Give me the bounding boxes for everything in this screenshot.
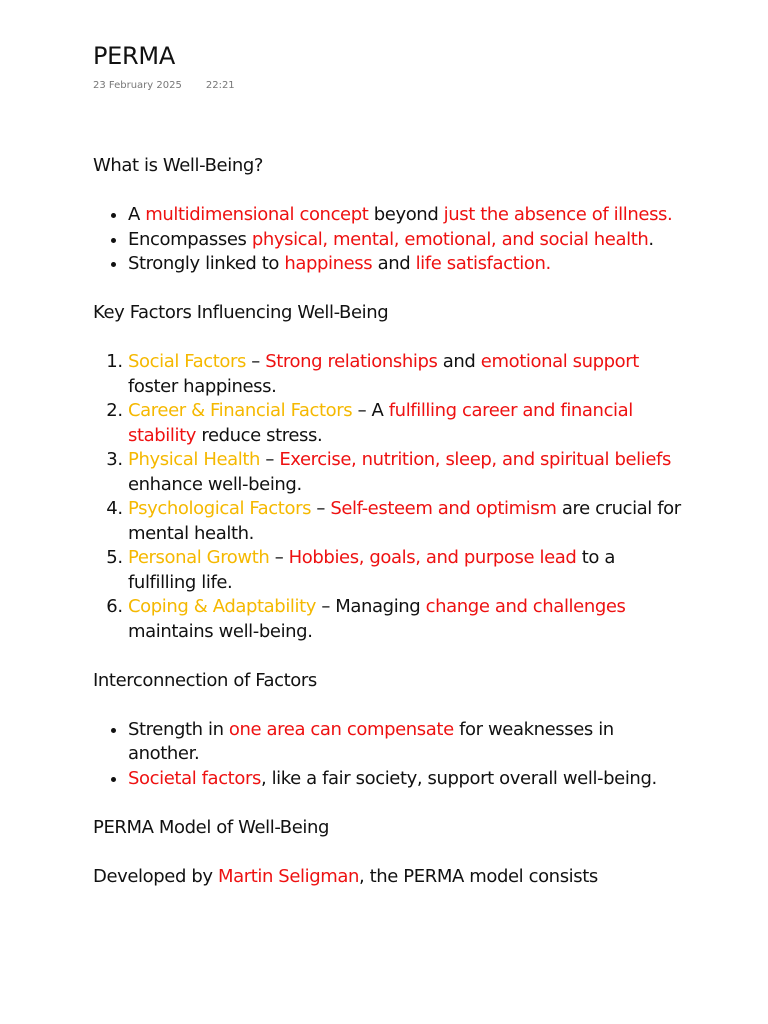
highlight-red: emotional support <box>480 351 639 372</box>
list-item <box>128 228 683 253</box>
note-date: 23 February 2025 <box>93 80 182 91</box>
highlight-red: life satisfaction. <box>415 253 551 274</box>
highlight-yellow: Physical Health <box>128 449 261 470</box>
text: – Managing <box>316 596 426 617</box>
list-item <box>128 546 683 595</box>
highlight-red: happiness <box>284 253 373 274</box>
text: – A <box>352 400 389 421</box>
highlight-red: Strong relationships <box>265 351 438 372</box>
highlight-red: physical, mental, emotional, and social health <box>251 228 649 250</box>
text: and <box>437 351 481 372</box>
highlight-red: change and challenges <box>425 596 626 617</box>
text: A <box>128 204 146 225</box>
section-heading-interconnection: Interconnection of Factors <box>93 669 317 691</box>
text: – <box>311 498 331 519</box>
text: , the PERMA model consists <box>359 865 598 887</box>
text: reduce stress. <box>196 424 323 446</box>
text: , like a fair society, support overall well-being. <box>260 767 657 789</box>
text: and <box>372 253 416 274</box>
list-item <box>128 350 683 399</box>
interconnection-list <box>93 718 683 792</box>
perma-intro <box>93 865 683 890</box>
section-heading-wellbeing: What is Well-Being? <box>93 155 264 176</box>
text: are crucial for mental health. <box>128 498 681 544</box>
text: Encompasses <box>128 228 252 250</box>
text: enhance well-being. <box>128 473 302 495</box>
highlight-yellow: Personal Growth <box>128 547 270 568</box>
note-time: 22:21 <box>205 80 235 91</box>
list-item <box>128 767 683 792</box>
highlight-red: Martin Seligman <box>217 865 359 887</box>
text: . <box>648 228 654 250</box>
highlight-red: Hobbies, goals, and purpose lead <box>288 547 577 568</box>
wellbeing-list <box>93 203 683 277</box>
text: foster happiness. <box>128 375 277 397</box>
text: – <box>269 547 289 568</box>
text: beyond <box>368 204 444 225</box>
highlight-red: just the absence of illness. <box>443 204 673 225</box>
list-item <box>128 595 683 644</box>
text: maintains well-being. <box>128 620 313 642</box>
list-item <box>128 718 683 767</box>
note-body <box>93 154 683 914</box>
text: Strength in <box>128 718 229 740</box>
note-title: PERMA <box>93 42 175 70</box>
list-item <box>128 448 683 497</box>
list-item <box>128 203 683 228</box>
highlight-red: Self-esteem and optimism <box>330 498 557 519</box>
highlight-yellow: Career & Financial Factors <box>128 400 353 421</box>
text: – <box>260 449 280 470</box>
highlight-red: Exercise, nutrition, sleep, and spiritual beliefs <box>279 449 671 470</box>
list-item <box>128 497 683 546</box>
note-meta <box>93 80 235 91</box>
highlight-red: multidimensional concept <box>145 204 369 225</box>
list-item <box>128 399 683 448</box>
text: – <box>245 351 266 372</box>
highlight-red: one area can compensate <box>228 718 454 740</box>
text: Developed by <box>93 865 218 887</box>
text: for weaknesses in another. <box>128 718 614 764</box>
highlight-yellow: Social Factors <box>128 351 246 372</box>
factors-list <box>93 350 683 644</box>
highlight-red: Societal factors <box>128 767 261 789</box>
text: to a fulfilling life. <box>128 547 615 593</box>
highlight-red: fulfilling career and financial stability <box>128 400 633 446</box>
highlight-yellow: Psychological Factors <box>128 498 312 519</box>
list-item <box>128 252 683 277</box>
section-heading-perma: PERMA Model of Well-Being <box>93 816 330 838</box>
text: Strongly linked to <box>128 253 285 274</box>
section-heading-factors: Key Factors Influencing Well-Being <box>93 302 389 323</box>
highlight-yellow: Coping & Adaptability <box>128 596 317 617</box>
